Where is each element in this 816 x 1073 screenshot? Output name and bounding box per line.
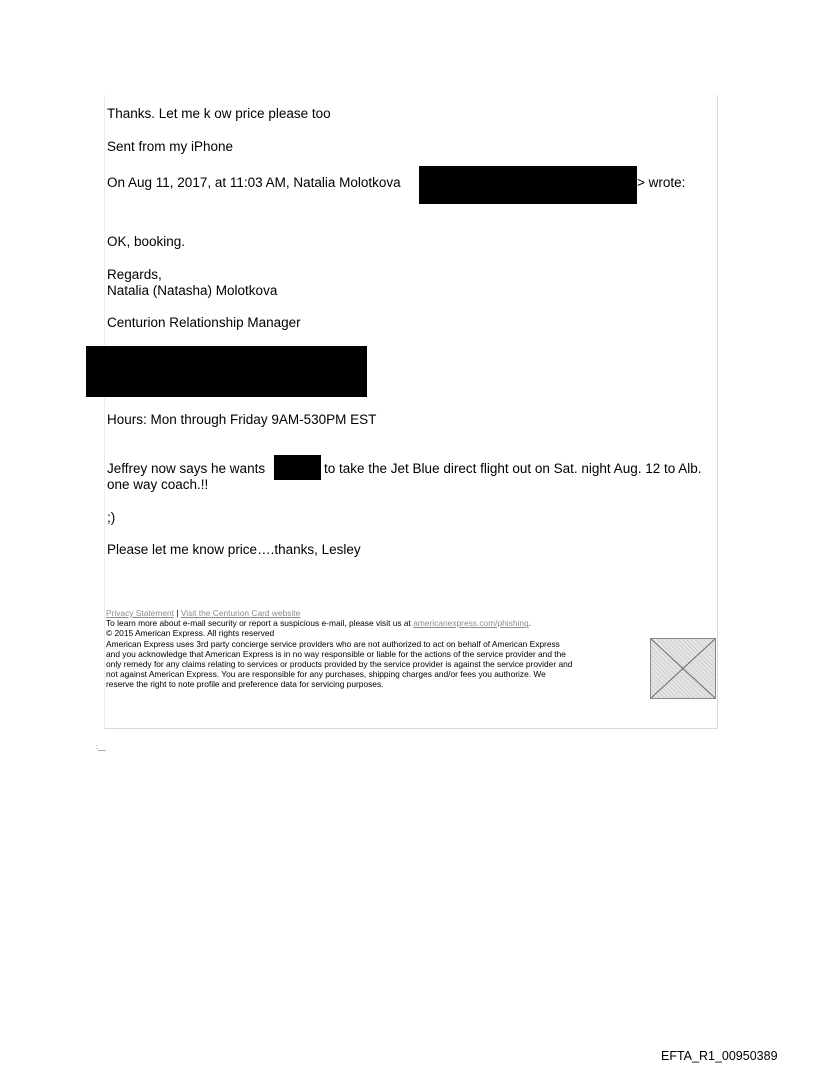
request-suffix: to take the Jet Blue direct flight out on Sat. night Aug. 12 to Alb.	[324, 461, 702, 476]
bates-number: EFTA_R1_00950389	[661, 1049, 778, 1063]
reply-line: Thanks. Let me k ow price please too	[107, 106, 331, 121]
footer-separator: |	[176, 608, 179, 618]
phishing-link[interactable]: americanexpress.com/phishing	[413, 618, 529, 629]
redaction-contact-block	[86, 346, 367, 397]
disclaimer-line-2: and you acknowledge that American Express is in no way responsible or liable for the actions of the service provider and the	[106, 648, 566, 659]
redaction-name	[274, 455, 321, 480]
image-placeholder-cross-icon	[651, 639, 715, 698]
security-notice-end: .	[528, 618, 531, 629]
regards-line: Regards,	[107, 267, 162, 282]
request-prefix: Jeffrey now says he wants	[107, 461, 266, 476]
centurion-website-link[interactable]: Visit the Centurion Card website	[180, 608, 301, 618]
wink-line: ;)	[107, 510, 116, 525]
security-notice: To learn more about e-mail security or report a suspicious e-mail, please visit us at	[106, 618, 411, 629]
email-footer	[106, 608, 651, 690]
quoted-header-prefix: On Aug 11, 2017, at 11:03 AM, Natalia Molotkova	[107, 175, 401, 190]
disclaimer-line-4: not against American Express. You are responsible for any purchases, shipping charges and/or fees you authorize. We	[106, 669, 546, 680]
request-line-2: one way coach.!!	[107, 477, 209, 492]
sent-from-line: Sent from my iPhone	[107, 139, 234, 154]
disclaimer-line-1: American Express uses 3rd party concierge service providers who are not authorized to act on behalf of American Express	[106, 638, 560, 649]
disclaimer-line-5: reserve the right to note profile and preference data for servicing purposes.	[106, 679, 384, 690]
redaction-email-address	[419, 166, 637, 204]
quoted-header-suffix: > wrote:	[637, 175, 686, 190]
stray-mark: :__	[96, 744, 106, 751]
booking-line: OK, booking.	[107, 234, 186, 249]
privacy-statement-link[interactable]: Privacy Statement	[106, 608, 174, 618]
closing-line: Please let me know price….thanks, Lesley	[107, 542, 361, 557]
copyright-line: © 2015 American Express. All rights reserved	[106, 628, 275, 639]
disclaimer-line-3: only remedy for any claims relating to services or products provided by the service provider is against the service provider and	[106, 659, 573, 670]
signature-name: Natalia (Natasha) Molotkova	[107, 283, 278, 298]
broken-image-placeholder	[650, 638, 716, 699]
signature-title: Centurion Relationship Manager	[107, 315, 301, 330]
hours-line: Hours: Mon through Friday 9AM-530PM EST	[107, 412, 377, 427]
